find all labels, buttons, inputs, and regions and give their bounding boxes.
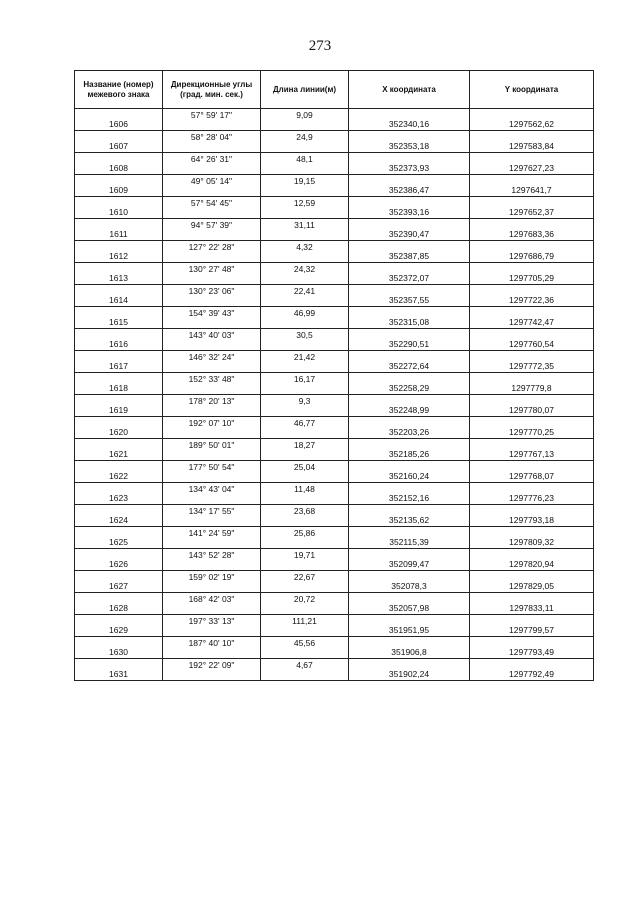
line-length-cell: [261, 263, 349, 285]
direction-angle-cell-text: 178° 20' 13": [188, 396, 235, 406]
marker-name-cell-text: 1610: [109, 207, 128, 217]
y-coordinate-cell-text: 1297686,79: [509, 251, 554, 261]
x-coordinate-cell-text: 351951,95: [388, 625, 430, 635]
direction-angle-cell: [163, 351, 261, 373]
y-coordinate-cell-text: 1297583,84: [509, 141, 554, 151]
line-length-cell: [261, 593, 349, 615]
marker-name-cell-text: 1606: [109, 119, 128, 129]
marker-name-cell: [75, 637, 163, 659]
y-coordinate-cell: [470, 395, 594, 417]
direction-angle-cell-text: 57° 59' 17": [190, 110, 233, 120]
marker-name-cell-text: 1613: [109, 273, 128, 283]
y-coordinate-cell-text: 1297829,05: [509, 581, 554, 591]
marker-name-cell: [75, 615, 163, 637]
direction-angle-cell: [163, 395, 261, 417]
x-coordinate-cell: [349, 175, 470, 197]
y-coordinate-cell-text: 1297793,18: [509, 515, 554, 525]
x-coordinate-cell: [349, 131, 470, 153]
y-coordinate-cell: [470, 109, 594, 131]
line-length-cell: [261, 241, 349, 263]
x-coordinate-cell: [349, 373, 470, 395]
direction-angle-cell-text: 94° 57' 39": [190, 220, 233, 230]
x-coordinate-cell-text: 352272,64: [388, 361, 430, 371]
table-row: [75, 351, 594, 373]
y-coordinate-cell: [470, 659, 594, 681]
direction-angle-cell: [163, 593, 261, 615]
x-coordinate-cell: [349, 329, 470, 351]
line-length-cell-text: 23,68: [293, 506, 316, 516]
y-coordinate-cell-text: 1297780,07: [509, 405, 554, 415]
line-length-cell: [261, 505, 349, 527]
marker-name-cell-text: 1608: [109, 163, 128, 173]
line-length-cell: [261, 461, 349, 483]
direction-angle-cell-text: 58° 28' 04": [190, 132, 233, 142]
marker-name-cell: [75, 659, 163, 681]
y-coordinate-cell: [470, 263, 594, 285]
direction-angle-cell: [163, 461, 261, 483]
direction-angle-cell-text: 143° 52' 28": [188, 550, 235, 560]
x-coordinate-cell-text: 352315,08: [388, 317, 430, 327]
y-coordinate-cell: [470, 571, 594, 593]
line-length-cell: [261, 549, 349, 571]
x-coordinate-cell-text: 352340,16: [388, 119, 430, 129]
x-coordinate-cell: [349, 285, 470, 307]
y-coordinate-cell: [470, 285, 594, 307]
marker-name-cell: [75, 549, 163, 571]
direction-angle-cell: [163, 417, 261, 439]
table-row: [75, 593, 594, 615]
marker-name-cell: [75, 351, 163, 373]
direction-angle-cell: [163, 637, 261, 659]
marker-name-cell: [75, 307, 163, 329]
direction-angle-cell: [163, 505, 261, 527]
line-length-cell-text: 16,17: [293, 374, 316, 384]
table-row: [75, 461, 594, 483]
direction-angle-cell-text: 177° 50' 54": [188, 462, 235, 472]
x-coordinate-cell-text: 352387,85: [388, 251, 430, 261]
direction-angle-cell-text: 152° 33' 48": [188, 374, 235, 384]
direction-angle-cell: [163, 175, 261, 197]
marker-name-cell-text: 1623: [109, 493, 128, 503]
x-coordinate-cell-text: 352386,47: [388, 185, 430, 195]
line-length-cell-text: 111,21: [292, 616, 317, 626]
direction-angle-cell: [163, 219, 261, 241]
line-length-cell-text: 9,09: [296, 110, 313, 120]
direction-angle-cell-text: 127° 22' 28": [188, 242, 235, 252]
direction-angle-cell: [163, 373, 261, 395]
direction-angle-cell: [163, 329, 261, 351]
line-length-cell: [261, 571, 349, 593]
line-length-cell-text: 24,9: [296, 132, 313, 142]
direction-angle-cell: [163, 307, 261, 329]
header-angle: Дирекционные углы (град. мин. сек.): [163, 71, 261, 109]
table-row: [75, 175, 594, 197]
marker-name-cell: [75, 417, 163, 439]
marker-name-cell: [75, 285, 163, 307]
y-coordinate-cell: [470, 219, 594, 241]
x-coordinate-cell: [349, 153, 470, 175]
direction-angle-cell: [163, 527, 261, 549]
direction-angle-cell-text: 64° 26' 31": [190, 154, 233, 164]
y-coordinate-cell: [470, 153, 594, 175]
x-coordinate-cell-text: 351902,24: [388, 669, 430, 679]
line-length-cell-text: 4,67: [296, 660, 313, 670]
x-coordinate-cell-text: 352135,62: [388, 515, 430, 525]
marker-name-cell: [75, 439, 163, 461]
line-length-cell-text: 20,72: [293, 594, 316, 604]
table-row: [75, 637, 594, 659]
y-coordinate-cell-text: 1297833,11: [509, 603, 554, 613]
x-coordinate-cell-text: 352057,98: [388, 603, 430, 613]
table-row: [75, 615, 594, 637]
table-row: [75, 659, 594, 681]
header-x: X координата: [349, 71, 470, 109]
direction-angle-cell-text: 49° 05' 14": [190, 176, 233, 186]
x-coordinate-cell: [349, 549, 470, 571]
marker-name-cell-text: 1619: [109, 405, 128, 415]
line-length-cell-text: 30,5: [296, 330, 313, 340]
y-coordinate-cell: [470, 637, 594, 659]
line-length-cell: [261, 175, 349, 197]
y-coordinate-cell: [470, 527, 594, 549]
y-coordinate-cell-text: 1297652,37: [509, 207, 554, 217]
table-row: [75, 527, 594, 549]
marker-name-cell-text: 1617: [109, 361, 128, 371]
boundary-coordinates-table: [74, 70, 594, 681]
marker-name-cell: [75, 131, 163, 153]
line-length-cell-text: 25,86: [293, 528, 316, 538]
line-length-cell: [261, 637, 349, 659]
y-coordinate-cell-text: 1297683,36: [509, 229, 554, 239]
line-length-cell-text: 45,56: [293, 638, 316, 648]
marker-name-cell-text: 1621: [109, 449, 128, 459]
x-coordinate-cell: [349, 593, 470, 615]
line-length-cell-text: 22,41: [293, 286, 316, 296]
direction-angle-cell-text: 141° 24' 59": [188, 528, 235, 538]
x-coordinate-cell: [349, 461, 470, 483]
direction-angle-cell: [163, 549, 261, 571]
y-coordinate-cell-text: 1297562,62: [509, 119, 554, 129]
direction-angle-cell: [163, 483, 261, 505]
table-row: [75, 131, 594, 153]
line-length-cell-text: 22,67: [293, 572, 316, 582]
y-coordinate-cell: [470, 439, 594, 461]
direction-angle-cell: [163, 285, 261, 307]
y-coordinate-cell: [470, 175, 594, 197]
direction-angle-cell-text: 189° 50' 01": [188, 440, 235, 450]
line-length-cell: [261, 329, 349, 351]
table-row: [75, 395, 594, 417]
y-coordinate-cell-text: 1297722,36: [509, 295, 554, 305]
table-row: [75, 263, 594, 285]
direction-angle-cell: [163, 197, 261, 219]
line-length-cell-text: 4,32: [296, 242, 313, 252]
marker-name-cell: [75, 329, 163, 351]
line-length-cell-text: 18,27: [293, 440, 316, 450]
line-length-cell: [261, 307, 349, 329]
marker-name-cell-text: 1609: [109, 185, 128, 195]
x-coordinate-cell-text: 352373,93: [388, 163, 430, 173]
table-row: [75, 483, 594, 505]
x-coordinate-cell-text: 351906,8: [391, 647, 427, 657]
page-number: 273: [308, 38, 332, 54]
y-coordinate-cell: [470, 417, 594, 439]
marker-name-cell-text: 1628: [109, 603, 128, 613]
line-length-cell: [261, 417, 349, 439]
y-coordinate-cell-text: 1297760,54: [509, 339, 554, 349]
y-coordinate-cell-text: 1297799,57: [509, 625, 554, 635]
line-length-cell-text: 46,99: [293, 308, 316, 318]
x-coordinate-cell-text: 352357,55: [388, 295, 430, 305]
direction-angle-cell-text: 130° 23' 06": [188, 286, 235, 296]
marker-name-cell: [75, 395, 163, 417]
y-coordinate-cell-text: 1297809,32: [509, 537, 554, 547]
table-row: [75, 153, 594, 175]
line-length-cell: [261, 527, 349, 549]
x-coordinate-cell-text: 352258,29: [388, 383, 430, 393]
table-row: [75, 285, 594, 307]
direction-angle-cell-text: 159° 02' 19": [188, 572, 235, 582]
y-coordinate-cell: [470, 483, 594, 505]
direction-angle-cell: [163, 241, 261, 263]
marker-name-cell-text: 1607: [109, 141, 128, 151]
marker-name-cell-text: 1630: [109, 647, 128, 657]
x-coordinate-cell: [349, 307, 470, 329]
line-length-cell-text: 24,32: [293, 264, 316, 274]
y-coordinate-cell: [470, 131, 594, 153]
x-coordinate-cell: [349, 615, 470, 637]
direction-angle-cell: [163, 109, 261, 131]
direction-angle-cell-text: 154° 39' 43": [188, 308, 235, 318]
line-length-cell: [261, 109, 349, 131]
x-coordinate-cell-text: 352152,16: [388, 493, 430, 503]
marker-name-cell-text: 1624: [109, 515, 128, 525]
x-coordinate-cell-text: 352393,16: [388, 207, 430, 217]
line-length-cell: [261, 219, 349, 241]
direction-angle-cell: [163, 263, 261, 285]
table-row: [75, 241, 594, 263]
y-coordinate-cell: [470, 615, 594, 637]
x-coordinate-cell: [349, 637, 470, 659]
x-coordinate-cell: [349, 417, 470, 439]
y-coordinate-cell-text: 1297767,13: [509, 449, 554, 459]
line-length-cell-text: 11,48: [294, 484, 315, 494]
line-length-cell: [261, 197, 349, 219]
line-length-cell-text: 46,77: [293, 418, 316, 428]
table-header-row: [75, 71, 594, 109]
header-name: Название (номер) межевого знака: [75, 71, 163, 109]
marker-name-cell: [75, 153, 163, 175]
marker-name-cell-text: 1616: [109, 339, 128, 349]
marker-name-cell: [75, 483, 163, 505]
direction-angle-cell-text: 168° 42' 03": [188, 594, 235, 604]
header-y: Y координата: [470, 71, 594, 109]
x-coordinate-cell: [349, 439, 470, 461]
direction-angle-cell: [163, 659, 261, 681]
x-coordinate-cell-text: 352115,39: [389, 537, 429, 547]
marker-name-cell-text: 1618: [109, 383, 128, 393]
x-coordinate-cell: [349, 197, 470, 219]
line-length-cell-text: 21,42: [293, 352, 316, 362]
direction-angle-cell-text: 192° 22' 09": [188, 660, 235, 670]
y-coordinate-cell-text: 1297705,29: [509, 273, 554, 283]
y-coordinate-cell: [470, 351, 594, 373]
direction-angle-cell: [163, 439, 261, 461]
line-length-cell-text: 19,15: [293, 176, 316, 186]
line-length-cell: [261, 395, 349, 417]
marker-name-cell: [75, 175, 163, 197]
line-length-cell: [261, 483, 349, 505]
x-coordinate-cell: [349, 659, 470, 681]
y-coordinate-cell-text: 1297770,25: [509, 427, 554, 437]
line-length-cell: [261, 615, 349, 637]
x-coordinate-cell-text: 352290,51: [388, 339, 430, 349]
line-length-cell: [261, 131, 349, 153]
x-coordinate-cell: [349, 483, 470, 505]
line-length-cell-text: 9,3: [298, 396, 311, 406]
direction-angle-cell-text: 187° 40' 10": [188, 638, 235, 648]
y-coordinate-cell-text: 1297627,23: [509, 163, 554, 173]
y-coordinate-cell-text: 1297792,49: [509, 669, 554, 679]
table-row: [75, 329, 594, 351]
x-coordinate-cell: [349, 351, 470, 373]
y-coordinate-cell-text: 1297779,8: [511, 383, 552, 393]
y-coordinate-cell: [470, 197, 594, 219]
y-coordinate-cell: [470, 549, 594, 571]
table-row: [75, 197, 594, 219]
line-length-cell: [261, 439, 349, 461]
table-row: [75, 505, 594, 527]
marker-name-cell-text: 1612: [109, 251, 128, 261]
marker-name-cell-text: 1625: [109, 537, 128, 547]
y-coordinate-cell: [470, 329, 594, 351]
table-body: [75, 109, 594, 681]
marker-name-cell-text: 1611: [109, 229, 128, 239]
x-coordinate-cell: [349, 571, 470, 593]
x-coordinate-cell-text: 352248,99: [388, 405, 430, 415]
marker-name-cell: [75, 527, 163, 549]
x-coordinate-cell-text: 352099,47: [388, 559, 430, 569]
y-coordinate-cell-text: 1297820,94: [509, 559, 554, 569]
marker-name-cell-text: 1622: [109, 471, 128, 481]
direction-angle-cell-text: 146° 32' 24": [188, 352, 235, 362]
x-coordinate-cell-text: 352203,26: [388, 427, 430, 437]
y-coordinate-cell: [470, 593, 594, 615]
table-row: [75, 571, 594, 593]
marker-name-cell: [75, 263, 163, 285]
marker-name-cell: [75, 461, 163, 483]
y-coordinate-cell: [470, 461, 594, 483]
direction-angle-cell-text: 197° 33' 13": [188, 616, 235, 626]
x-coordinate-cell: [349, 219, 470, 241]
header-length: Длина линии(м): [261, 71, 349, 109]
marker-name-cell: [75, 241, 163, 263]
x-coordinate-cell-text: 352160,24: [388, 471, 430, 481]
marker-name-cell-text: 1620: [109, 427, 128, 437]
x-coordinate-cell: [349, 505, 470, 527]
x-coordinate-cell: [349, 241, 470, 263]
line-length-cell: [261, 373, 349, 395]
table-row: [75, 549, 594, 571]
marker-name-cell-text: 1631: [109, 669, 128, 679]
x-coordinate-cell-text: 352353,18: [388, 141, 430, 151]
marker-name-cell-text: 1629: [109, 625, 128, 635]
x-coordinate-cell-text: 352185,26: [388, 449, 430, 459]
direction-angle-cell: [163, 615, 261, 637]
line-length-cell-text: 31,11: [294, 220, 315, 230]
x-coordinate-cell: [349, 527, 470, 549]
x-coordinate-cell: [349, 395, 470, 417]
line-length-cell: [261, 153, 349, 175]
direction-angle-cell: [163, 153, 261, 175]
marker-name-cell-text: 1614: [109, 295, 128, 305]
x-coordinate-cell-text: 352390,47: [388, 229, 430, 239]
line-length-cell-text: 48,1: [296, 154, 313, 164]
marker-name-cell: [75, 505, 163, 527]
marker-name-cell: [75, 109, 163, 131]
direction-angle-cell-text: 134° 17' 55": [188, 506, 235, 516]
marker-name-cell: [75, 373, 163, 395]
direction-angle-cell: [163, 571, 261, 593]
table-row: [75, 109, 594, 131]
marker-name-cell: [75, 571, 163, 593]
y-coordinate-cell: [470, 505, 594, 527]
marker-name-cell: [75, 197, 163, 219]
x-coordinate-cell-text: 352078,3: [391, 581, 427, 591]
y-coordinate-cell: [470, 241, 594, 263]
marker-name-cell: [75, 593, 163, 615]
line-length-cell-text: 19,71: [293, 550, 316, 560]
x-coordinate-cell-text: 352372,07: [388, 273, 430, 283]
marker-name-cell: [75, 219, 163, 241]
y-coordinate-cell-text: 1297742,47: [509, 317, 554, 327]
y-coordinate-cell-text: 1297641,7: [511, 185, 552, 195]
table-row: [75, 219, 594, 241]
x-coordinate-cell: [349, 263, 470, 285]
direction-angle-cell-text: 130° 27' 48": [188, 264, 235, 274]
direction-angle-cell-text: 57° 54' 45": [190, 198, 233, 208]
y-coordinate-cell: [470, 373, 594, 395]
direction-angle-cell-text: 192° 07' 10": [188, 418, 235, 428]
line-length-cell-text: 25,04: [293, 462, 316, 472]
table-row: [75, 373, 594, 395]
direction-angle-cell-text: 143° 40' 03": [188, 330, 235, 340]
y-coordinate-cell-text: 1297776,23: [509, 493, 554, 503]
table-row: [75, 439, 594, 461]
marker-name-cell-text: 1615: [109, 317, 128, 327]
y-coordinate-cell-text: 1297768,07: [509, 471, 554, 481]
table-row: [75, 307, 594, 329]
y-coordinate-cell: [470, 307, 594, 329]
line-length-cell-text: 12,59: [293, 198, 316, 208]
direction-angle-cell-text: 134° 43' 04": [188, 484, 235, 494]
table-row: [75, 417, 594, 439]
marker-name-cell-text: 1627: [109, 581, 128, 591]
y-coordinate-cell-text: 1297772,35: [509, 361, 554, 371]
line-length-cell: [261, 285, 349, 307]
line-length-cell: [261, 351, 349, 373]
y-coordinate-cell-text: 1297793,49: [509, 647, 554, 657]
direction-angle-cell: [163, 131, 261, 153]
line-length-cell: [261, 659, 349, 681]
marker-name-cell-text: 1626: [109, 559, 128, 569]
x-coordinate-cell: [349, 109, 470, 131]
